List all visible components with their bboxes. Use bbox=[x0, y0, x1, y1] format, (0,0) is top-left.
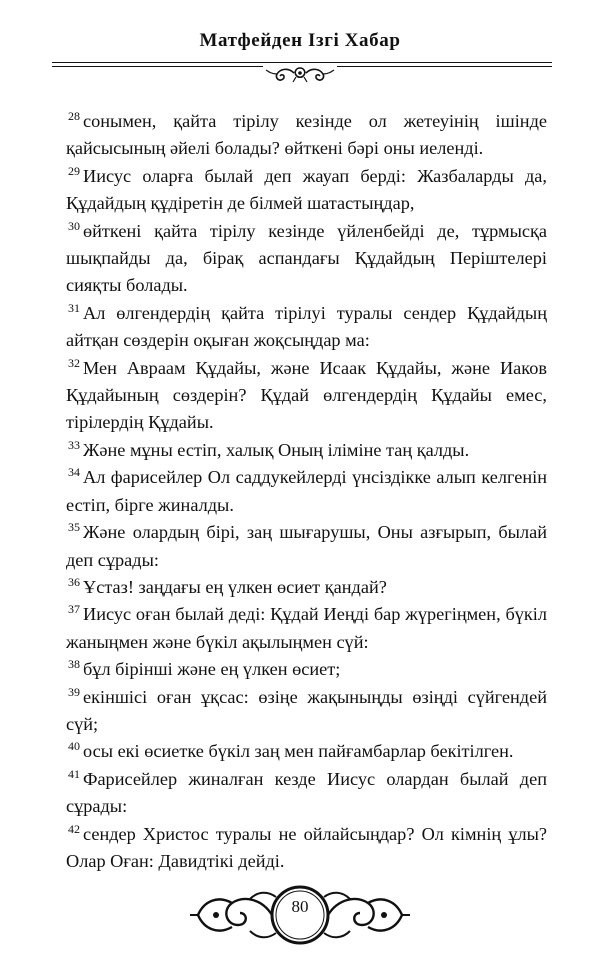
verse-number: 31 bbox=[68, 300, 80, 315]
verse-35 bbox=[66, 519, 547, 574]
verse-29 bbox=[66, 163, 547, 218]
verse-33 bbox=[66, 437, 547, 464]
verse-34 bbox=[66, 464, 547, 519]
verse-text: Ал өлгендердің қайта тірілуі туралы сендер Құдайдың айтқан сөздерін оқыған жоқсыңдар ма: bbox=[66, 302, 547, 351]
verse-number: 42 bbox=[68, 821, 80, 836]
verse-number: 41 bbox=[68, 766, 80, 781]
verse-text: осы екі өсиетке бүкіл заң мен пайғамбарлар бекітілген. bbox=[83, 741, 514, 762]
verse-number: 40 bbox=[68, 739, 80, 754]
verse-text: өйткені қайта тірілу кезінде үйленбейді де, тұрмысқа шықпайды да, бірақ аспандағы Құдайдың Періштелері сияқты болады. bbox=[66, 220, 547, 296]
verse-text: сендер Христос туралы не ойлайсыңдар? Ол кімнің ұлы? Олар Оған: Давидтікі дейді. bbox=[66, 823, 547, 871]
verse-number: 39 bbox=[68, 684, 80, 699]
verse-text: Иисус оған былай деді: Құдай Иеңді бар жүрегіңмен, бүкіл жаныңмен және бүкіл ақылыңмен сүй: bbox=[66, 604, 547, 652]
verse-text: бұл бірінші және ең үлкен өсиет; bbox=[83, 659, 341, 680]
verse-text: сонымен, қайта тірілу кезінде ол жетеуінің ішінде қайсысының әйелі болады? өйткені бәрі оны иеленді. bbox=[66, 111, 547, 159]
verse-37 bbox=[66, 601, 547, 656]
verse-number: 32 bbox=[68, 355, 80, 370]
verse-text: Фарисейлер жиналған кезде Иисус олардан былай деп сұрады: bbox=[66, 768, 547, 817]
scripture-text-block bbox=[66, 108, 547, 875]
verse-39 bbox=[66, 684, 547, 739]
verse-number: 35 bbox=[68, 520, 80, 535]
verse-32 bbox=[66, 355, 547, 437]
page-number: 80 bbox=[291, 897, 309, 916]
verse-number: 34 bbox=[68, 465, 80, 480]
verse-number: 33 bbox=[68, 437, 80, 452]
verse-28 bbox=[66, 108, 547, 163]
verse-text: Ұстаз! заңдағы ең үлкен өсиет қандай? bbox=[83, 576, 387, 597]
verse-text: Ал фарисейлер Ол саддукейлерді үнсіздікке алып келгенін естіп, бірге жиналды. bbox=[66, 467, 547, 515]
verse-number: 28 bbox=[68, 109, 80, 123]
verse-42 bbox=[66, 821, 547, 876]
verse-text: Мен Авраам Құдайы, және Исаак Құдайы, және Иаков Құдайының сөздерін? Құдай өлгендердің Құдайы емес, тірілердің Құдайы. bbox=[66, 357, 547, 433]
verse-number: 30 bbox=[68, 218, 80, 233]
verse-40 bbox=[66, 738, 547, 765]
verse-number: 38 bbox=[68, 657, 80, 672]
header-rule-top bbox=[52, 62, 552, 63]
verse-number: 29 bbox=[68, 163, 80, 178]
verse-number: 37 bbox=[68, 602, 80, 617]
running-header-title: Матфейден Ізгі Хабар bbox=[199, 30, 401, 51]
verse-30 bbox=[66, 218, 547, 300]
verse-38 bbox=[66, 656, 547, 683]
verse-31 bbox=[66, 300, 547, 355]
verse-41 bbox=[66, 766, 547, 821]
header-ornament-icon bbox=[263, 64, 337, 86]
verse-text: Және мұны естіп, халық Оның іліміне таң қалды. bbox=[83, 439, 470, 460]
verse-text: Иисус оларға былай деп жауап берді: Жазбаларды да, Құдайдың құдіретін де білмей шатастыңдар, bbox=[66, 165, 547, 214]
verse-text: екіншісі оған ұқсас: өзіңе жақыныңды өзіңді сүйгендей сүй; bbox=[66, 686, 547, 734]
verse-number: 36 bbox=[68, 574, 80, 589]
verse-text: Және олардың бірі, заң шығарушы, Оны азғырып, былай деп сұрады: bbox=[66, 522, 547, 570]
verse-36 bbox=[66, 574, 547, 601]
